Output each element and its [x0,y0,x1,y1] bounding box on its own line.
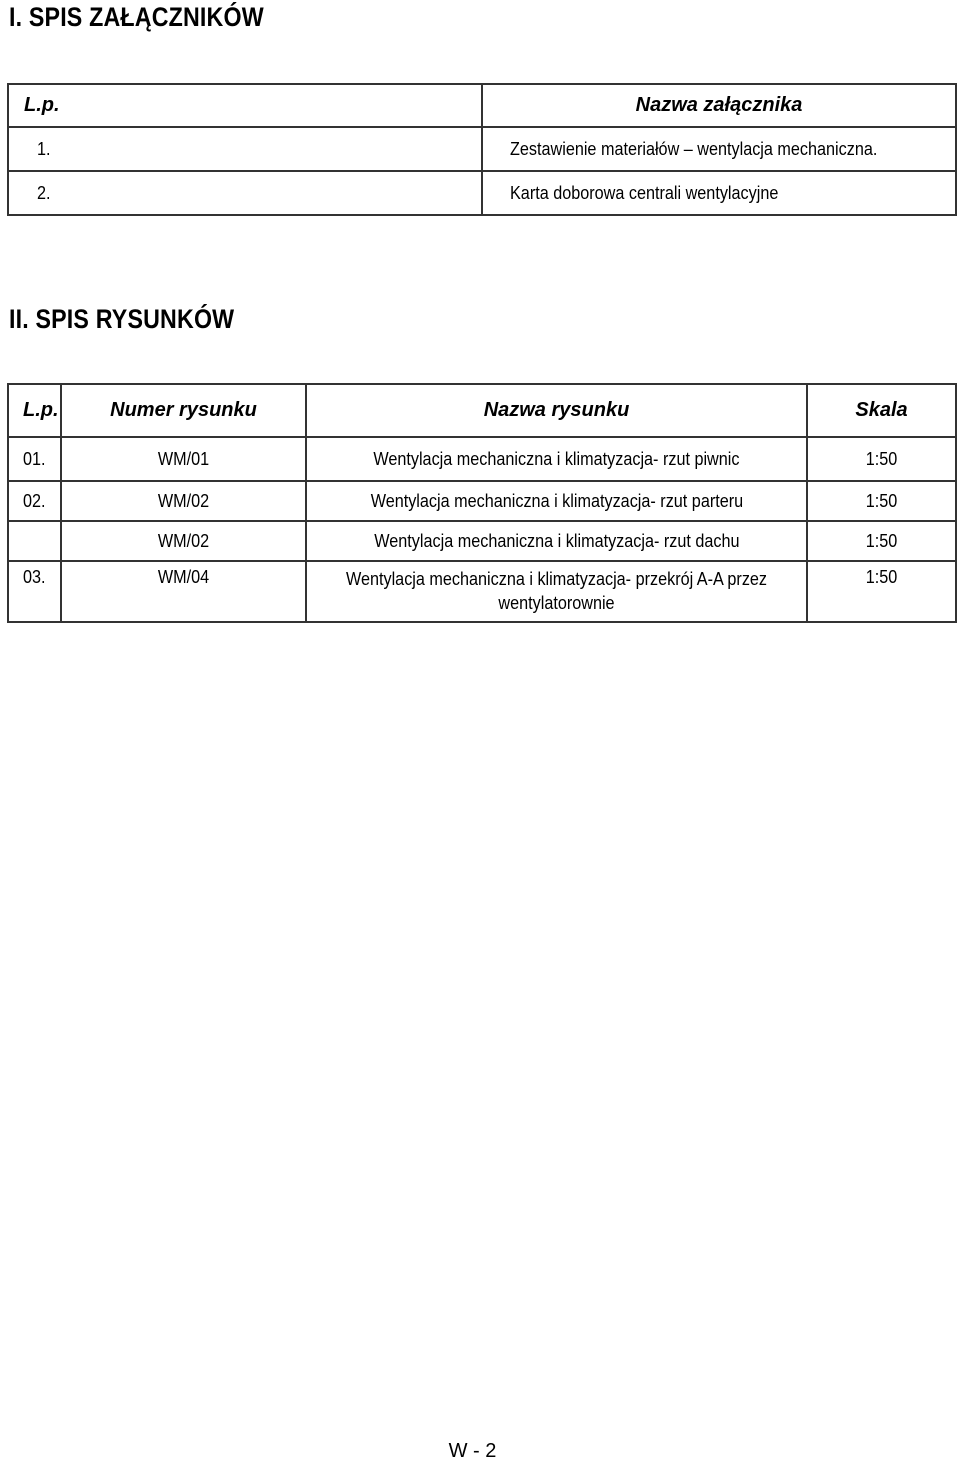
drawings-table [7,383,957,623]
header-lp: L.p. [8,384,61,437]
cell-scale: 1:50 [807,437,956,481]
table-row [8,127,956,171]
cell-attachment-name: Karta doborowa centrali wentylacyjne [482,171,956,215]
header-scale: Skala [807,384,956,437]
cell-scale: 1:50 [807,521,956,561]
cell-lp: 03. [8,561,61,622]
table-row [8,171,956,215]
cell-drawing-name: Wentylacja mechaniczna i klimatyzacja- przekrój A-A przez wentylatorownie [306,561,807,622]
cell-lp: 02. [8,481,61,521]
cell-drawing-number: WM/02 [61,521,306,561]
header-lp: L.p. [8,84,482,127]
attachments-table [7,83,957,216]
header-attachment-name: Nazwa załącznika [482,84,956,127]
section-title-attachments: I. SPIS ZAŁĄCZNIKÓW [9,2,264,32]
cell-lp: 1. [8,127,482,171]
table-row [8,481,956,521]
table-header-row [8,384,956,437]
cell-attachment-name: Zestawienie materiałów – wentylacja mechaniczna. [482,127,956,171]
header-drawing-name: Nazwa rysunku [306,384,807,437]
page-number: W - 2 [448,1440,497,1462]
table-row [8,521,956,561]
cell-drawing-number: WM/02 [61,481,306,521]
cell-drawing-name: Wentylacja mechaniczna i klimatyzacja- rzut parteru [306,481,807,521]
table-row [8,437,956,481]
cell-drawing-number: WM/01 [61,437,306,481]
table-header-row [8,84,956,127]
section-title-drawings: II. SPIS RYSUNKÓW [9,304,235,334]
cell-drawing-name: Wentylacja mechaniczna i klimatyzacja- rzut dachu [306,521,807,561]
cell-lp: 2. [8,171,482,215]
cell-scale: 1:50 [807,481,956,521]
table-row [8,561,956,622]
cell-lp: 01. [8,437,61,481]
cell-drawing-name: Wentylacja mechaniczna i klimatyzacja- rzut piwnic [306,437,807,481]
cell-drawing-number: WM/04 [61,561,306,622]
cell-scale: 1:50 [807,561,956,622]
cell-lp [8,521,61,561]
header-drawing-number: Numer rysunku [61,384,306,437]
